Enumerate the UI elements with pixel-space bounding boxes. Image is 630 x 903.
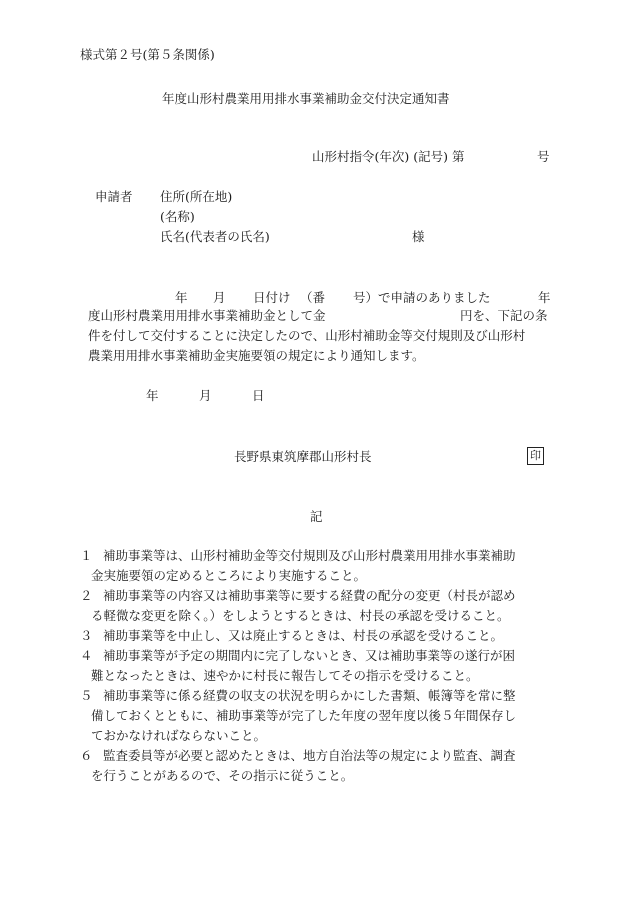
- condition-2-line: 補助事業等の内容又は補助事業等に要する経費の配分の変更（村長が認め: [103, 588, 516, 603]
- ki-heading: 記: [310, 509, 323, 524]
- document-title: 年度山形村農業用用排水事業補助金交付決定通知書: [162, 91, 450, 106]
- condition-2-line: る軽微な変更を除く。）をしようとするときは、村長の承認を受けること。: [91, 608, 510, 623]
- date-day: 日: [252, 388, 265, 403]
- condition-3-line: 補助事業等を中止し、又は廃止するときは、村長の承認を受けること。: [103, 628, 504, 643]
- condition-1-line: 金実施要領の定めるところにより実施すること。: [91, 568, 367, 583]
- condition-5-line: 補助事業等に係る経費の収支の状況を明らかにした書類、帳簿等を常に整: [103, 688, 516, 703]
- date-year: 年: [146, 388, 159, 403]
- body-year: 年: [175, 290, 188, 305]
- date-month: 月: [199, 388, 212, 403]
- body-year2: 年: [538, 290, 551, 305]
- condition-6-line: を行うことがあるので、その指示に従うこと。: [91, 768, 354, 783]
- reference-suffix: 号: [537, 149, 550, 164]
- body-line2-b: 円を、下記の条: [460, 308, 548, 323]
- honorific: 様: [412, 229, 425, 244]
- issuer-name: 長野県東筑摩郡山形村長: [234, 449, 372, 464]
- body-line3: 件を付して交付することに決定したので、山形村補助金等交付規則及び山形村: [88, 328, 526, 343]
- condition-1-line: 補助事業等は、山形村補助金等交付規則及び山形村農業用用排水事業補助: [103, 548, 516, 563]
- body-month: 月: [213, 290, 226, 305]
- condition-4-line: 補助事業等が予定の期間内に完了しないとき、又は補助事業等の遂行が困: [103, 648, 516, 663]
- condition-5-line: ておかなければならないこと。: [91, 728, 267, 743]
- body-line4: 農業用用排水事業補助金実施要領の規定により通知します。: [88, 348, 425, 363]
- representative-label: 氏名(代表者の氏名): [160, 229, 270, 244]
- condition-3-number: ３: [80, 628, 93, 643]
- condition-6-line: 監査委員等が必要と認めたときは、地方自治法等の規定により監査、調査: [103, 748, 516, 763]
- condition-4-line: 難となったときは、速やかに村長に報告してその指示を受けること。: [91, 668, 479, 683]
- condition-1-number: １: [80, 548, 93, 563]
- reference-prefix: 山形村指令(年次) (記号) 第: [312, 149, 465, 164]
- condition-6-number: ６: [80, 748, 93, 763]
- condition-4-number: ４: [80, 648, 93, 663]
- address-label: 住所(所在地): [160, 189, 233, 204]
- applicant-label: 申請者: [95, 189, 133, 204]
- condition-2-number: ２: [80, 588, 93, 603]
- body-dated: 日付け: [253, 290, 291, 305]
- condition-5-number: ５: [80, 688, 93, 703]
- form-label: 様式第２号(第５条関係): [80, 47, 215, 62]
- condition-5-line: 備しておくとともに、補助事業等が完了した年度の翌年度以後５年間保存し: [91, 708, 517, 723]
- name-label: (名称): [160, 209, 195, 224]
- body-number-close: 号）で申請のありました: [353, 290, 491, 305]
- body-number-open: （番: [300, 290, 326, 305]
- seal-mark: 印: [527, 447, 544, 465]
- body-line2-a: 度山形村農業用用排水事業補助金として金: [88, 308, 326, 323]
